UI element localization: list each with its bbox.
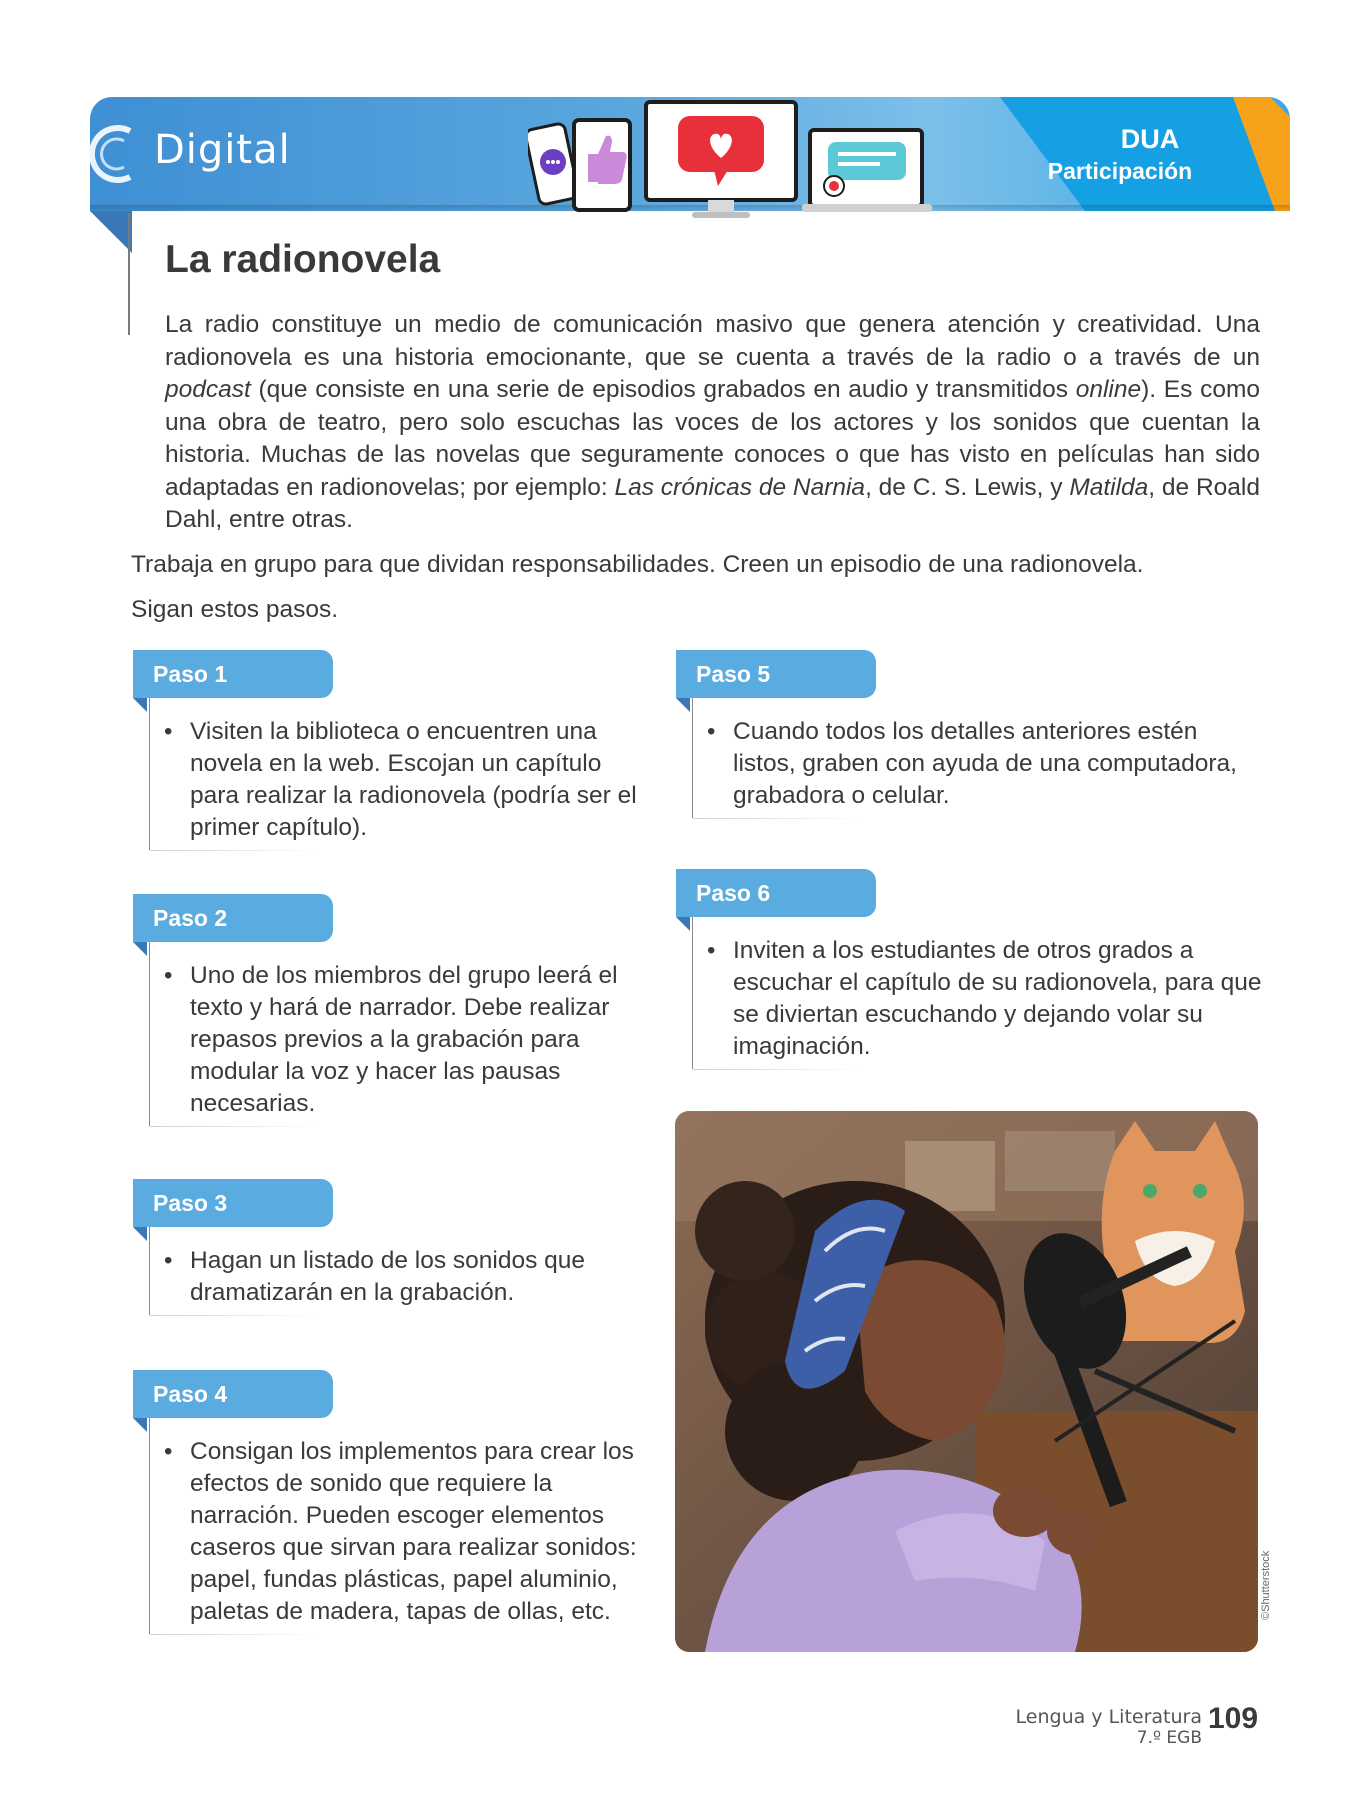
girl-recording-photo (675, 1111, 1258, 1652)
bullet-icon: • (164, 1438, 173, 1465)
step-text: • Cuando todos los detalles anteriores estén listos, graben con ayuda de una computadora, grabadora o celular. (707, 718, 1237, 809)
step-label: Paso 5 (696, 661, 771, 687)
step-fold-corner (133, 942, 147, 956)
step-text: • Uno de los miembros del grupo leerá el texto y hará de narrador. Debe realizar repasos previos a la grabación para modular la voz y hacer las pausas necesarias. (164, 962, 618, 1117)
step-label: Paso 2 (153, 905, 228, 931)
tablet-like-icon (574, 120, 630, 210)
section-vertical-rule (128, 213, 130, 335)
step-fold-corner (133, 1227, 147, 1241)
monitor-heart-icon (646, 102, 796, 218)
step-body (692, 698, 1272, 818)
page-title: La radionovela (165, 238, 441, 281)
bullet-icon: • (707, 937, 716, 964)
step-2 (133, 894, 653, 1126)
step-label: Paso 4 (153, 1381, 228, 1407)
bullet-icon: • (164, 962, 173, 989)
step-label: Paso 3 (153, 1190, 228, 1216)
step-tab (133, 1370, 333, 1418)
bullet-icon: • (164, 1247, 173, 1274)
step-3 (133, 1179, 653, 1315)
instruction-steps-text: Sigan estos pasos. (131, 596, 339, 623)
step-text: • Consigan los implementos para crear los efectos de sonido que requiere la narración. Pueden escoger elementos caseros que sirvan para realizar sonidos: papel, fundas plásticas, papel aluminio, paletas de madera, tapas de ollas, etc. (164, 1438, 637, 1625)
step-tab (676, 869, 876, 917)
step-6 (676, 869, 1262, 1069)
bullet-icon: • (707, 718, 716, 745)
step-body (692, 917, 1272, 1069)
step-label: Paso 1 (153, 661, 228, 687)
step-tab (133, 1179, 333, 1227)
step-text: • Inviten a los estudiantes de otros grados a escuchar el capítulo de su radionovela, para que se diviertan escuchando y dejando volar su imaginación. (707, 937, 1262, 1060)
intro-paragraph: La radio constituye un medio de comunicación masivo que genera atención y creatividad. Una radionovela es una historia emocionante, que se cuenta a través de la radio o a través de un podcast (que consiste en una serie de episodios grabados en audio y transmitidos online). Es como una obra de teatro, pero solo escuchas las voces de los actores y los sonidos que cuentan la historia. Muchas de las novelas que seguramente conoces o que has visto en películas han sido adaptadas en radionovelas; por ejemplo: Las crónicas de Narnia, de C. S. Lewis, y Matilda, de Roald Dahl, entre otras. (165, 311, 1260, 533)
phone-chat-icon (528, 123, 579, 206)
step-4 (133, 1370, 653, 1634)
step-body (149, 1227, 649, 1315)
step-body (149, 1418, 659, 1634)
step-1 (133, 650, 653, 850)
step-fold-corner (676, 917, 690, 931)
footer-subject: Lengua y Literatura (1015, 1706, 1202, 1728)
dua-title: DUA (1120, 124, 1180, 154)
photo-credit: ©Shutterstock (1260, 1550, 1272, 1620)
instruction-text: Trabaja en grupo para que dividan responsabilidades. Creen un episodio de una radionovela. (131, 551, 1144, 578)
social-devices-illustration (528, 96, 948, 224)
step-fold-corner (133, 1418, 147, 1432)
step-label: Paso 6 (696, 880, 771, 906)
step-fold-corner (676, 698, 690, 712)
step-text: • Hagan un listado de los sonidos que dramatizarán en la grabación. (164, 1247, 586, 1306)
step-fold-corner (133, 698, 147, 712)
step-tab (676, 650, 876, 698)
banner-title: Digital (154, 127, 291, 173)
dua-subtitle: Participación (1047, 158, 1193, 184)
step-5 (676, 650, 1237, 818)
page-number: 109 (1208, 1702, 1259, 1735)
step-body (149, 698, 649, 850)
banner-fold-corner (90, 211, 132, 253)
laptop-message-icon (802, 130, 932, 212)
step-tab (133, 650, 333, 698)
section-c-icon (90, 119, 136, 189)
step-text: • Visiten la biblioteca o encuentren una novela en la web. Escojan un capítulo para realizar la radionovela (podría ser el primer capítulo). (164, 718, 637, 841)
bullet-icon: • (164, 718, 173, 745)
footer-grade: 7.º EGB (1136, 1728, 1202, 1748)
step-body (149, 942, 649, 1126)
step-tab (133, 894, 333, 942)
